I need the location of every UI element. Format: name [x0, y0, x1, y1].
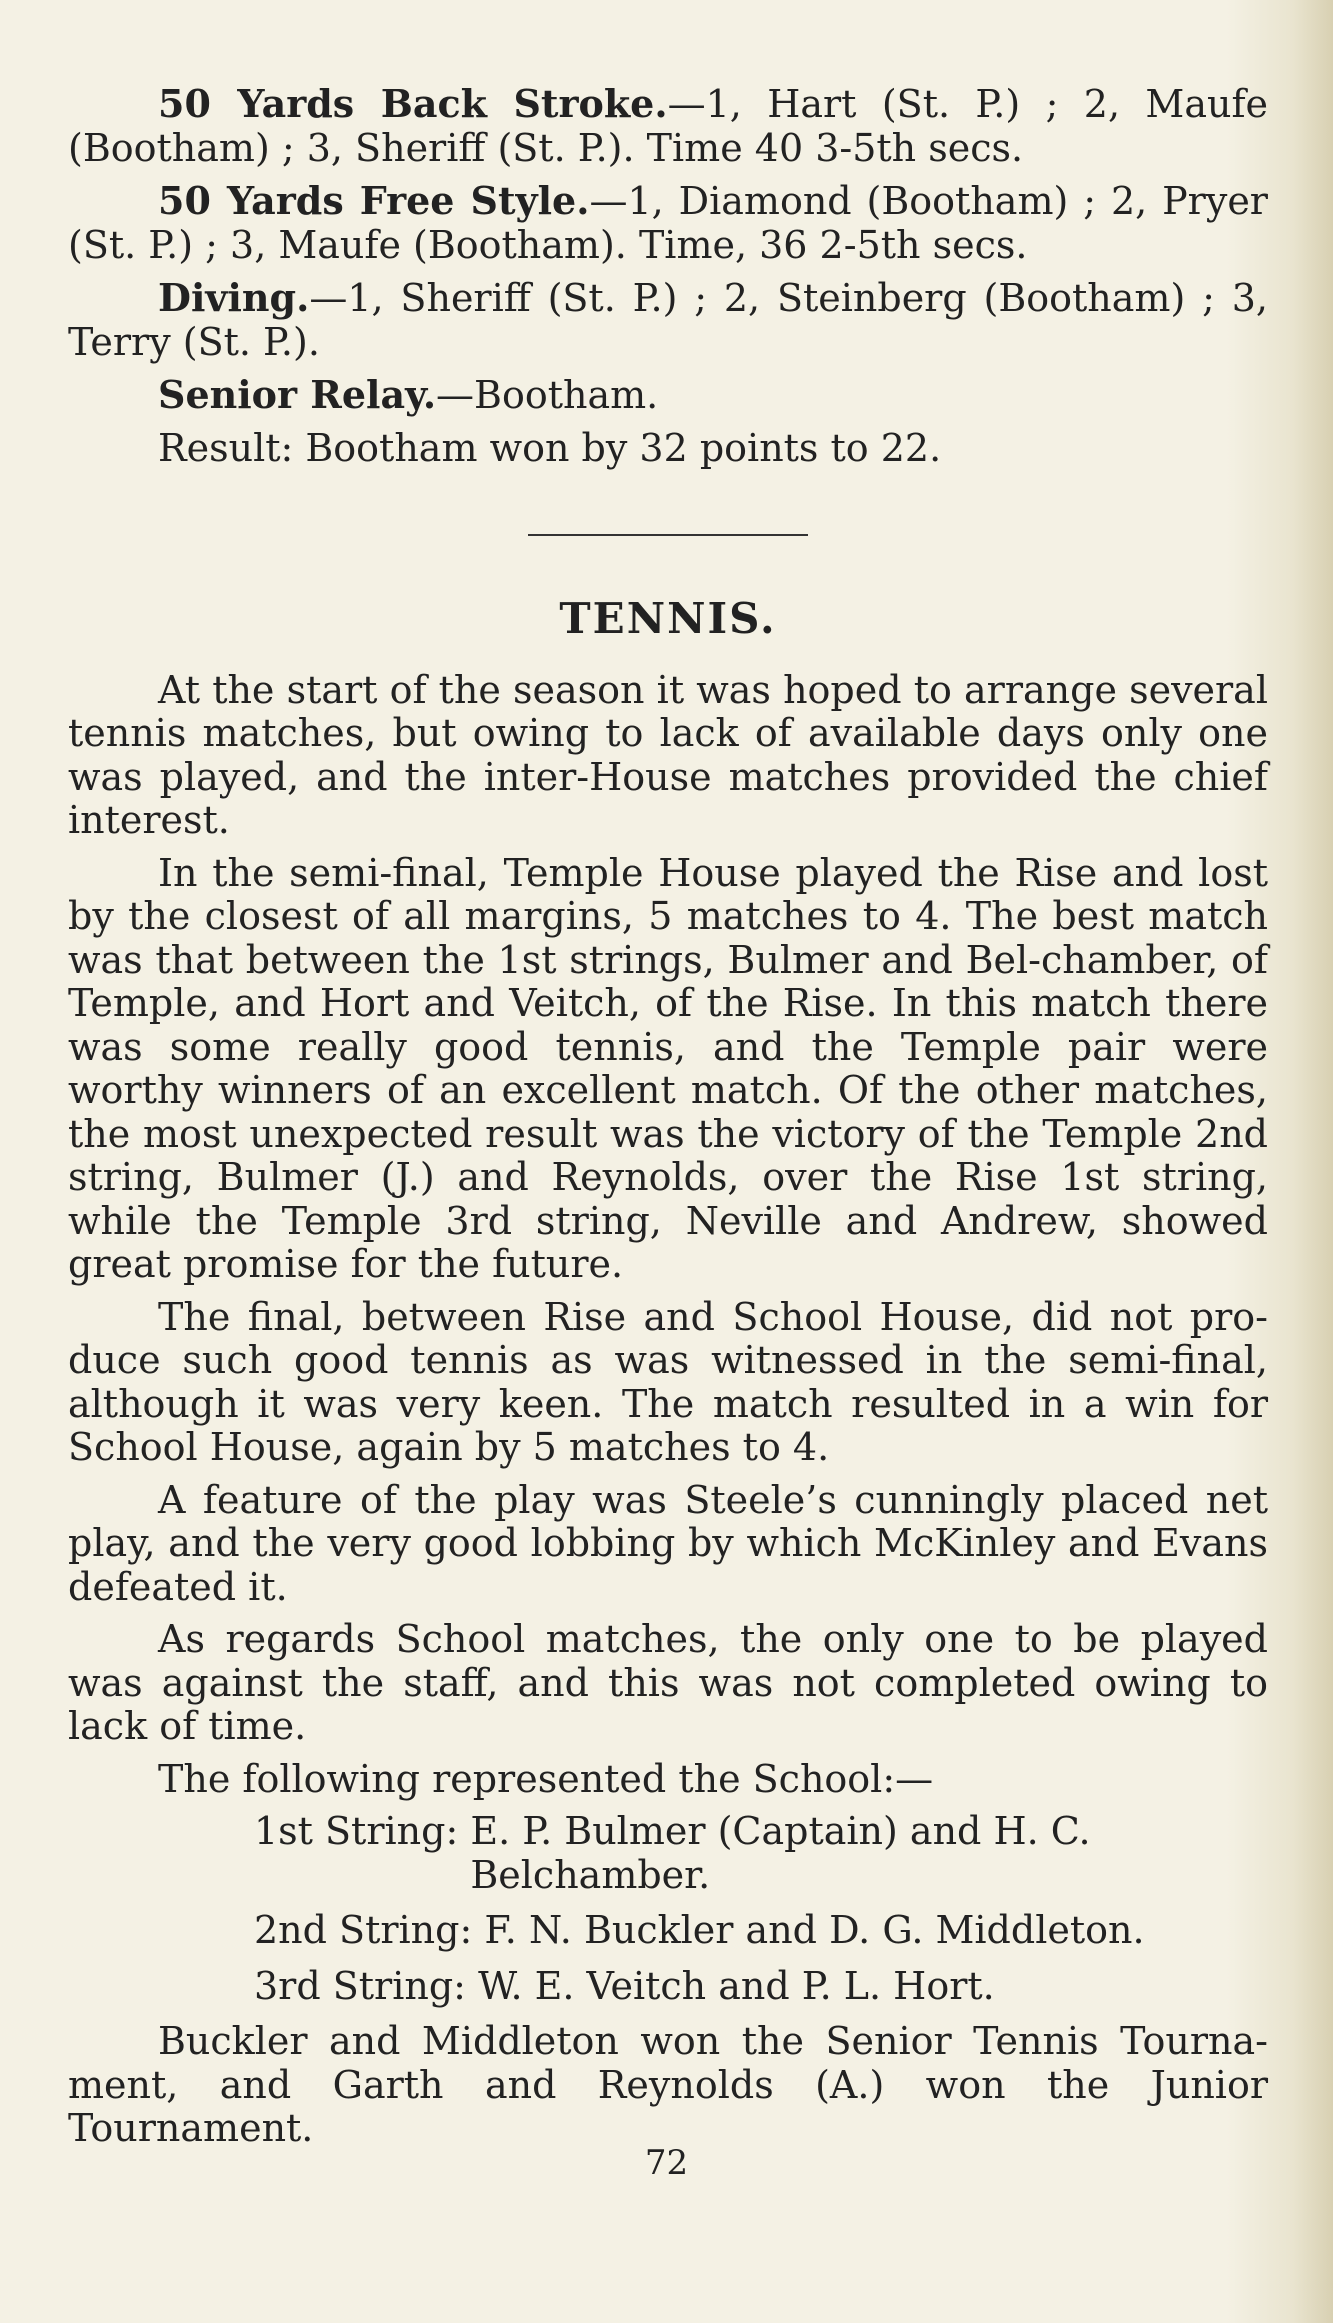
paragraph: The final, between Rise and School House, did not pro-duce such good tennis as was witnessed in the semi-final, although it was very keen. The match resulted in a win for School House, again by 5 matches to 4.: [68, 1294, 1268, 1469]
event-result: —1, Hart (St. P.) ; 2, Maufe (Bootham) ; 3, Sheriff (St. P.). Time 40 3-5th secs.: [68, 82, 1269, 170]
event-result: —1, Diamond (Bootham) ; 2, Pryer (St. P.) ; 3, Maufe (Bootham). Time, 36 2-5th secs.: [68, 179, 1268, 267]
closing-paragraph: Buckler and Middleton won the Senior Tennis Tourna-ment, and Garth and Reynolds (A.) won the Junior Tournament.: [68, 2019, 1268, 2150]
string-players: E. P. Bulmer (Captain) and H. C. Belchamber.: [470, 1809, 1091, 1897]
swim-result-senior-relay: [68, 373, 1268, 418]
event-name: 50 Yards Free Style.: [158, 178, 590, 223]
string-label: 3rd String:: [254, 1963, 479, 2008]
string-label: 1st String:: [254, 1809, 471, 1853]
event-name: 50 Yards Back Stroke.: [158, 81, 668, 126]
event-name: Senior Relay.: [158, 372, 437, 417]
paragraph: The following represented the School:—: [158, 1756, 934, 1801]
event-name: Diving.: [158, 275, 310, 320]
paragraph: A feature of the play was Steele’s cunningly placed net play, and the very good lobbing by which McKinley and Evans defeated it.: [68, 1477, 1268, 1609]
paragraph: At the start of the season it was hoped to arrange several tennis matches, but owing to lack of available days only one was played, and the inter-House matches provided the chief interest.: [68, 667, 1268, 842]
event-result: —1, Sheriff (St. P.) ; 2, Steinberg (Bootham) ; 3, Terry (St. P.).: [68, 276, 1268, 364]
string-players: W. E. Veitch and P. L. Hort.: [478, 1963, 995, 2008]
section-divider: [528, 534, 808, 536]
paragraph: In the semi-final, Temple House played the Rise and lost by the closest of all margins, 5 matches to 4. The best match was that between the 1st strings, Bulmer and Bel-chamber, of Temple, and Hort and Veitch, of the Rise. In this match there was some really good tennis, and the Temple pair were worthy winners of an excellent match. Of the other matches, the most unexpected result was the victory of the Temple 2nd string, Bulmer (J.) and Reynolds, over the Rise 1st string, while the Temple 3rd string, Neville and Andrew, showed great promise for the future.: [68, 850, 1268, 1286]
section-heading: TENNIS.: [559, 594, 777, 643]
team-string-1: [68, 1810, 1268, 1897]
event-result: —Bootham.: [436, 373, 659, 417]
paragraph: As regards School matches, the only one to be played was against the staff, and this was not completed owing to lack of time.: [68, 1617, 1268, 1748]
page-body: [68, 82, 1268, 2160]
team-string-3: [68, 1965, 1268, 2009]
string-players: F. N. Buckler and D. G. Middleton.: [484, 1908, 1145, 1952]
swim-result-diving: [68, 276, 1268, 364]
overall-result: Result: Bootham won by 32 points to 22.: [158, 425, 942, 470]
team-string-2: [68, 1909, 1268, 1953]
string-label: 2nd String:: [254, 1908, 485, 1952]
page-number: 72: [644, 2143, 689, 2183]
swim-result-back-stroke: [68, 82, 1268, 170]
swim-result-free-style: [68, 179, 1268, 267]
